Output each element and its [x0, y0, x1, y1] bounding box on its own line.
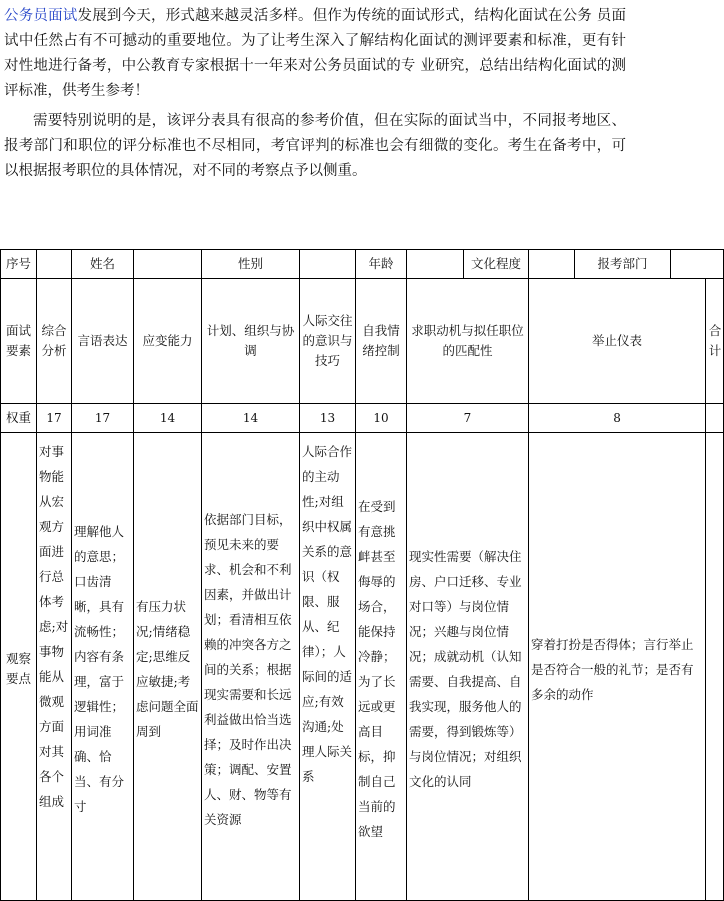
- observation-emotional-control: 在受到有意挑衅甚至侮辱的场合，能保持冷静；为了长远或更高目标，抑制自己当前的欲望: [356, 433, 407, 901]
- weight-emotional-control: 10: [356, 404, 407, 433]
- observation-planning-organizing: 依据部门目标，预见未来的要求、机会和不利因素，并做出计划；看清相互依赖的冲突各方之间的关系；根据现实需要和长远利益做出恰当选择；及时作出决策；调配、安置人、财、物等有关资源: [202, 433, 300, 901]
- education-label: 文化程度: [464, 250, 529, 279]
- factor-total-text: 合计: [708, 323, 722, 358]
- weight-label: 权重: [1, 404, 37, 433]
- department-value-cell[interactable]: [671, 250, 724, 279]
- factor-interpersonal-skills: 人际交往的意识与技巧: [300, 279, 356, 404]
- weight-verbal-expression: 17: [72, 404, 134, 433]
- name-label: 姓名: [72, 250, 134, 279]
- interview-score-table: [0, 249, 724, 901]
- weight-comprehensive-analysis: 17: [37, 404, 72, 433]
- factors-label: 面试要素: [1, 279, 37, 404]
- seq-value-cell[interactable]: [37, 250, 72, 279]
- gender-value-cell[interactable]: [300, 250, 356, 279]
- name-value-cell[interactable]: [134, 250, 202, 279]
- factor-verbal-expression: 言语表达: [72, 279, 134, 404]
- table-row-header-info: [1, 250, 724, 279]
- intro-text: [4, 4, 626, 184]
- education-value-cell[interactable]: [529, 250, 575, 279]
- intro-paragraph-1-text: 发展到今天，形式越来越灵活多样。但作为传统的面试形式，结构化面试在公务 员面试中任然占有不可撼动的重要地位。为了让考生深入了解结构化面试的测评要素和标准，更有针对性地进行备考，中公教育专家根据十一年来对公务员面试的专 业研究，总结出结构化面试的测评标准，供考生参考！: [4, 8, 626, 99]
- table-row-factors: [1, 279, 724, 404]
- observation-label: 观察要点: [1, 433, 37, 901]
- age-label: 年龄: [356, 250, 407, 279]
- factor-planning-organizing: 计划、组织与协调: [202, 279, 300, 404]
- observation-adaptability: 有压力状况;情绪稳定;思维反应敏捷;考虑问题全面周到: [134, 433, 202, 901]
- weight-adaptability: 14: [134, 404, 202, 433]
- table-row-observation-points: [1, 433, 724, 901]
- intro-paragraph-2: 需要特别说明的是，该评分表具有很高的参考价值，但在实际的面试当中，不同报考地区、报考部门和职位的评分标准也不尽相同，考官评判的标准也会有细微的变化。考生在备考中，可以根据报考职位的具体情况，对不同的考察点予以侧重。: [4, 113, 626, 179]
- factor-comprehensive-analysis: 综合分析: [37, 279, 72, 404]
- observation-motivation-fit: 现实性需要（解决住房、户口迁移、专业对口等）与岗位情况；兴趣与岗位情况；成就动机（认知需要、自我提高、自我实现，服务他人的需要，得到锻炼等）与岗位情况；对组织文化的认同: [407, 433, 529, 901]
- observation-demeanor: 穿着打扮是否得体；言行举止是否符合一般的礼节；是否有多余的动作: [529, 433, 706, 901]
- observation-total-cell[interactable]: [706, 433, 724, 901]
- department-label: 报考部门: [575, 250, 671, 279]
- table-row-weights: [1, 404, 724, 433]
- intro-paragraph-1: [4, 4, 626, 104]
- seq-label: 序号: [1, 250, 37, 279]
- age-value-cell[interactable]: [407, 250, 464, 279]
- factor-total: [706, 279, 724, 404]
- weight-planning-organizing: 14: [202, 404, 300, 433]
- observation-interpersonal-skills: 人际合作的主动性;对组织中权属关系的意识（权限、服从、纪律）；人际间的适应;有效沟通;处理人际关系: [300, 433, 356, 901]
- gender-label: 性别: [202, 250, 300, 279]
- weight-demeanor: 8: [529, 404, 706, 433]
- civil-servant-interview-link[interactable]: 公务员面试: [4, 8, 78, 24]
- weight-total-cell[interactable]: [706, 404, 724, 433]
- factor-motivation-fit: 求职动机与拟任职位的匹配性: [407, 279, 529, 404]
- weight-motivation-fit: 7: [407, 404, 529, 433]
- weight-interpersonal-skills: 13: [300, 404, 356, 433]
- observation-verbal-expression: 理解他人的意思；口齿清晰，具有流畅性；内容有条理，富于逻辑性；用词准确、恰当、有分寸: [72, 433, 134, 901]
- factor-demeanor: 举止仪表: [529, 279, 706, 404]
- factor-emotional-control: 自我情绪控制: [356, 279, 407, 404]
- observation-comprehensive-analysis: 对事物能从宏观方面进行总体考虑;对事物能从微观方面对其各个组成: [37, 433, 72, 901]
- factor-adaptability: 应变能力: [134, 279, 202, 404]
